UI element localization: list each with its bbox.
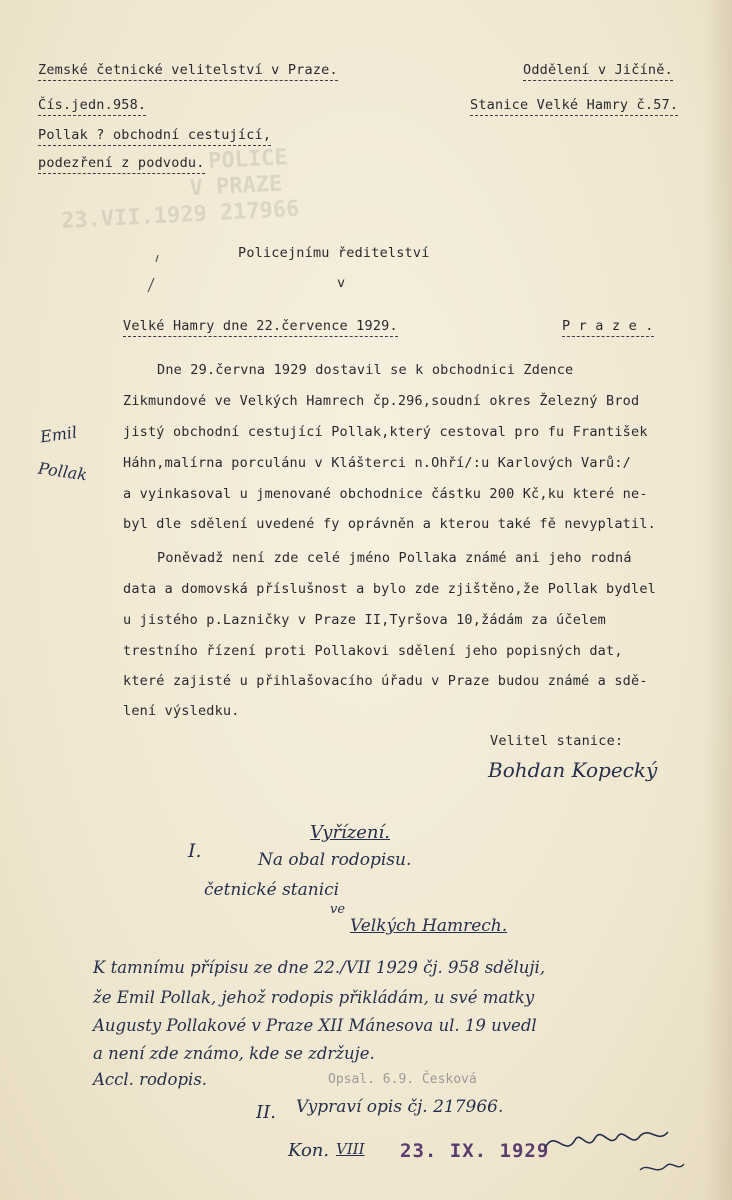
faded-stamp-line-1: POLICE (207, 145, 289, 175)
header-department: Oddělení v Jičíně. (523, 62, 673, 81)
margin-note-name: Emil (38, 422, 79, 447)
body-p2-line-1: Poněvadž není zde celé jméno Pollaka známé ani jeho rodná (157, 550, 632, 566)
margin-pencil-tick (140, 250, 170, 300)
handwritten-line-10: Vypraví opis čj. 217966. (296, 1097, 504, 1117)
body-p2-line-3: u jistého p.Lazničky v Praze II,Tyršova 10,žádám za účelem (123, 612, 607, 628)
header-ref-number: Čís.jedn.958. (38, 97, 146, 116)
signature-title: Velitel stanice: (490, 733, 624, 749)
recipient-line-1: Policejnímu ředitelství (238, 245, 430, 261)
body-p2-line-4: trestního řízení proti Pollakovi sdělení jeho popisných dat, (123, 643, 623, 659)
header-subject-line-2: podezření z podvodu. (38, 155, 205, 174)
body-p1-line-3: jistý obchodní cestující Pollak,který cestoval pro fu František (123, 424, 648, 440)
recipient-line-2: v (337, 275, 346, 291)
margin-note-surname: Pollak (36, 458, 89, 485)
handwritten-line-2: četnické stanici (204, 880, 340, 900)
header-station: Stanice Velké Hamry č.57. (470, 97, 678, 116)
paper-edge-shadow (704, 0, 732, 1200)
handwritten-line-1: Na obal rodopisu. (258, 850, 412, 870)
header-authority: Zemské četnické velitelství v Praze. (38, 62, 338, 81)
body-p1-line-5: a vyinkasoval u jmenované obchodnice částku 200 Kč,ku které ne- (123, 486, 648, 502)
handwritten-line-9: Accl. rodopis. (93, 1070, 208, 1089)
handwritten-line-5: K tamnímu přípisu ze dne 22./VII 1929 čj. 958 sděluji, (93, 958, 546, 977)
copied-by-note: Opsal. 6.9. Česková (328, 1072, 477, 1087)
date-stamp: 23. IX. 1929 (400, 1140, 550, 1162)
handwritten-line-4: Velkých Hamrech. (350, 916, 508, 936)
place-and-date: Velké Hamry dne 22.července 1929. (123, 318, 398, 337)
handwritten-kon: Kon. (288, 1140, 330, 1161)
handwritten-heading: Vyřízení. (310, 822, 391, 843)
faded-stamp-line-3: 23.VII.1929 217966 (60, 196, 300, 235)
body-p1-line-4: Háhn,malírna porculánu v Klášterci n.Ohří/:u Karlových Varů:/ (123, 455, 631, 471)
commander-signature: Bohdan Kopecký (488, 758, 658, 782)
stamp-month: VIII (336, 1140, 365, 1158)
body-p2-line-5: které zajisté u přihlašovacího úřadu v Praze budou známé a sdě- (123, 673, 648, 689)
body-p1-line-1: Dne 29.června 1929 dostavil se k obchodnici Zdence (157, 362, 574, 378)
faded-stamp-line-2: V PRAZE (189, 171, 283, 202)
closing-signature-scribble (540, 1118, 690, 1188)
handwritten-line-6: že Emil Pollak, jehož rodopis přikládám, u své matky (93, 988, 535, 1007)
recipient-city: P r a z e . (562, 318, 654, 337)
handwritten-roman-2: II. (256, 1102, 276, 1123)
handwritten-line-7: Augusty Pollakové v Praze XII Mánesova ul. 19 uvedl (93, 1016, 537, 1035)
header-subject-line-1: Pollak ? obchodní cestující, (38, 127, 271, 146)
handwritten-roman-1: I. (188, 840, 202, 862)
handwritten-line-3: ve (330, 902, 346, 917)
body-p2-line-6: lení výsledku. (123, 703, 240, 719)
body-p1-line-2: Zikmundové ve Velkých Hamrech čp.296,soudní okres Železný Brod (123, 393, 640, 409)
handwritten-line-8: a není zde známo, kde se zdržuje. (93, 1044, 375, 1063)
body-p1-line-6: byl dle sdělení uvedené fy oprávněn a kterou také fě nevyplatil. (123, 516, 656, 532)
body-p2-line-2: data a domovská příslušnost a bylo zde zjištěno,že Pollak bydlel (123, 581, 656, 597)
